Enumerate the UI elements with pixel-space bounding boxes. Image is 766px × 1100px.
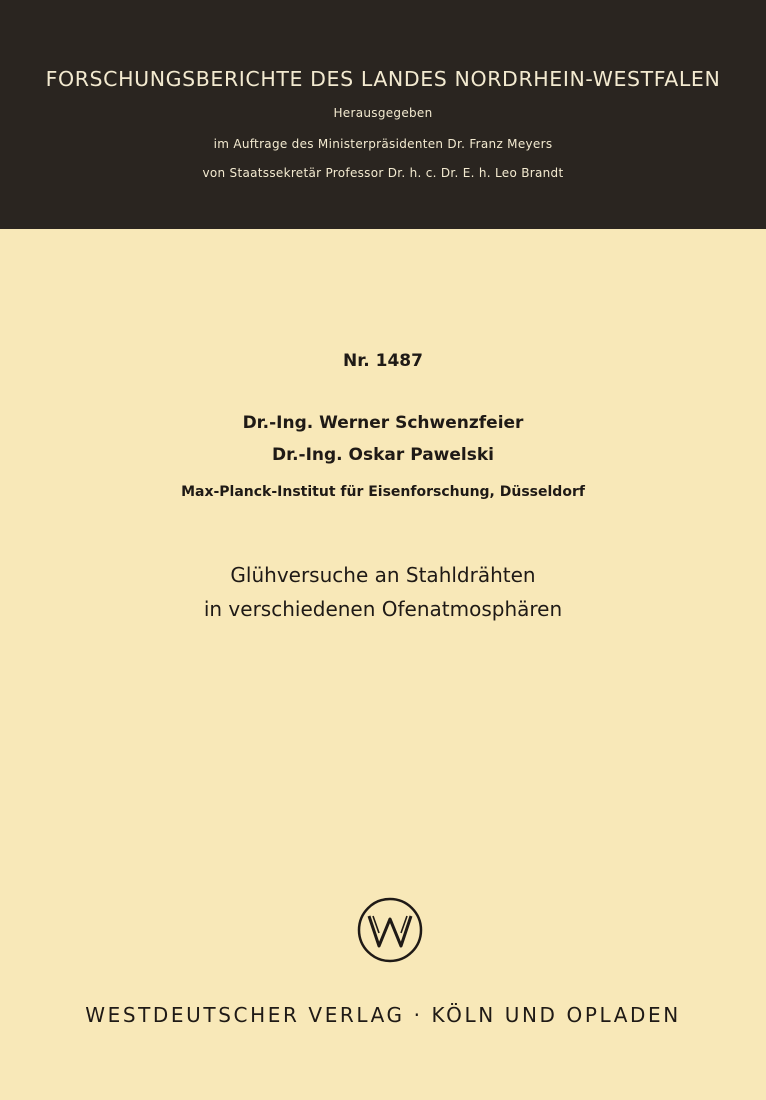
author-2: Dr.-Ing. Oskar Pawelski (272, 445, 494, 465)
publisher-line: WESTDEUTSCHER VERLAG · KÖLN UND OPLADEN (85, 1003, 681, 1027)
editor-line-2: im Auftrage des Ministerpräsidenten Dr. Franz Meyers (213, 137, 553, 151)
header-band (0, 0, 766, 229)
editor-line-1: Herausgegeben (333, 106, 433, 120)
publisher-w-logo-icon (357, 897, 423, 963)
report-number: Nr. 1487 (343, 351, 423, 371)
title-line-1: Glühversuche an Stahldrähten (230, 563, 536, 587)
institute: Max-Planck-Institut für Eisenforschung, Düsseldorf (181, 484, 585, 500)
editor-line-3: von Staatssekretär Professor Dr. h. c. Dr. E. h. Leo Brandt (202, 166, 564, 180)
title-line-2: in verschiedenen Ofenatmosphären (203, 597, 563, 621)
series-title: FORSCHUNGSBERICHTE DES LANDES NORDRHEIN-WESTFALEN (45, 67, 721, 91)
author-1: Dr.-Ing. Werner Schwenzfeier (242, 413, 524, 433)
